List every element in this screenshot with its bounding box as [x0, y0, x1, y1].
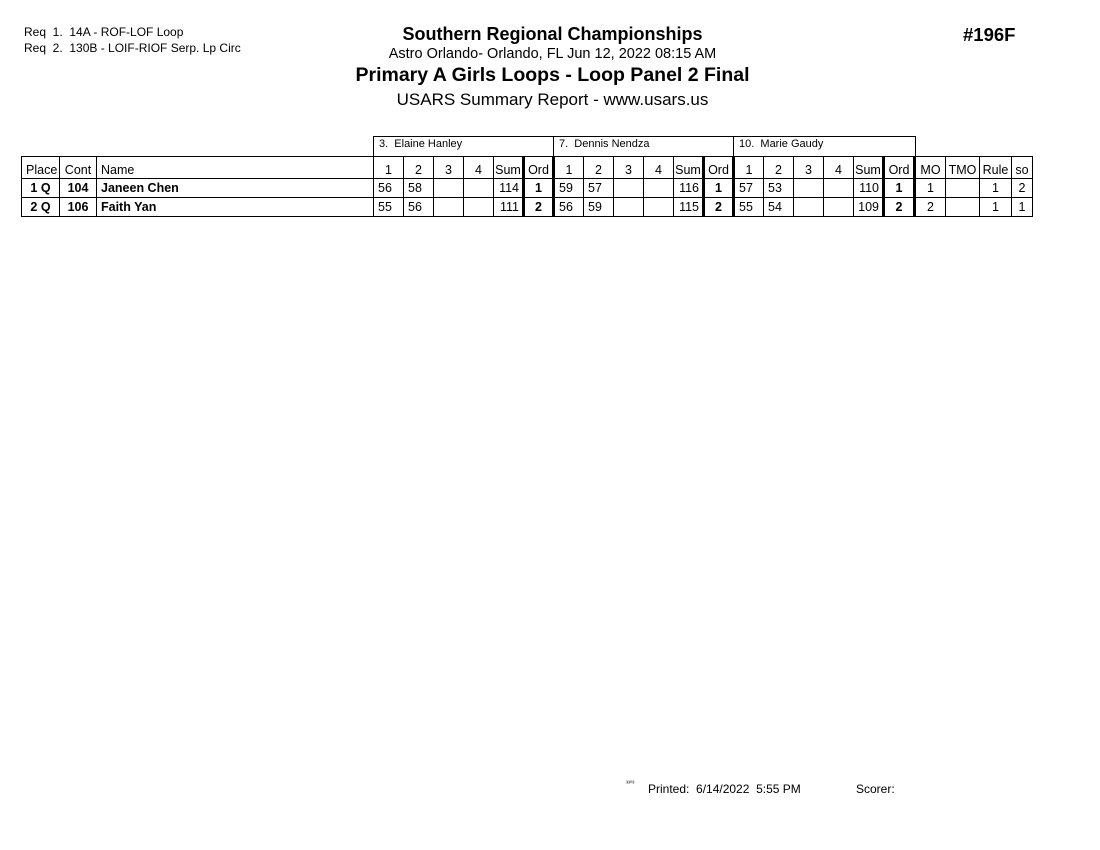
j2-score2-cell: 59 [584, 198, 614, 217]
col-so: so [1012, 157, 1033, 179]
j1-score3-cell [434, 179, 464, 198]
col-j1-score1: 1 [374, 157, 404, 179]
j2-ord-cell: 1 [704, 179, 734, 198]
col-name: Name [97, 157, 374, 179]
judge-header-3: 10. Marie Gaudy [733, 136, 916, 156]
j3-ord-cell: 1 [884, 179, 915, 198]
j2-score1-cell: 56 [554, 198, 584, 217]
skater-name-cell: Faith Yan [97, 198, 374, 217]
event-number: #196F [963, 24, 1016, 45]
col-place: Place [22, 157, 60, 179]
requirement-2: Req 2. 130B - LOIF-RIOF Serp. Lp Circ [24, 41, 241, 55]
judge-header-2: 7. Dennis Nendza [553, 136, 734, 156]
rule-cell: 1 [980, 198, 1012, 217]
col-j3-score4: 4 [824, 157, 854, 179]
col-j3-sum: Sum [854, 157, 884, 179]
so-cell: 2 [1012, 179, 1033, 198]
col-j3-score2: 2 [764, 157, 794, 179]
j2-score2-cell: 57 [584, 179, 614, 198]
j1-score3-cell [434, 198, 464, 217]
j1-score2-cell: 56 [404, 198, 434, 217]
judge-header-1: 3. Elaine Hanley [373, 136, 554, 156]
tmo-cell [946, 179, 980, 198]
mo-cell: 1 [915, 179, 946, 198]
competition-title: Southern Regional Championships [402, 24, 703, 44]
rule-cell: 1 [980, 179, 1012, 198]
j3-score3-cell [794, 198, 824, 217]
results-table [21, 156, 1033, 217]
j2-score4-cell [644, 198, 674, 217]
col-j3-ord: Ord [884, 157, 915, 179]
col-j2-score4: 4 [644, 157, 674, 179]
skater-name-cell: Janeen Chen [97, 179, 374, 198]
col-j3-score3: 3 [794, 157, 824, 179]
j2-score1-cell: 59 [554, 179, 584, 198]
j1-score2-cell: 58 [404, 179, 434, 198]
table-row [22, 179, 1033, 198]
cont-cell: 106 [60, 198, 97, 217]
j3-score1-cell: 57 [734, 179, 764, 198]
j3-score4-cell [824, 179, 854, 198]
col-tmo: TMO [946, 157, 980, 179]
col-j2-sum: Sum [674, 157, 704, 179]
table-header-row [22, 157, 1033, 179]
col-cont: Cont [60, 157, 97, 179]
so-cell: 1 [1012, 198, 1033, 217]
col-mo: MO [915, 157, 946, 179]
j2-score3-cell [614, 179, 644, 198]
col-j2-score3: 3 [614, 157, 644, 179]
j3-sum-cell: 110 [854, 179, 884, 198]
cont-cell: 104 [60, 179, 97, 198]
j2-sum-cell: 115 [674, 198, 704, 217]
j1-sum-cell: 114 [494, 179, 524, 198]
col-j1-score3: 3 [434, 157, 464, 179]
j2-score4-cell [644, 179, 674, 198]
place-cell: 1 Q [22, 179, 60, 198]
col-j1-sum: Sum [494, 157, 524, 179]
col-rule: Rule [980, 157, 1012, 179]
j1-score1-cell: 55 [374, 198, 404, 217]
event-title: Primary A Girls Loops - Loop Panel 2 Final [355, 64, 750, 86]
j3-score3-cell [794, 179, 824, 198]
mo-cell: 2 [915, 198, 946, 217]
j1-ord-cell: 2 [524, 198, 554, 217]
footer-mark: ³³⁰³ [626, 781, 635, 787]
report-title: USARS Summary Report - www.usars.us [396, 90, 709, 109]
j3-score2-cell: 54 [764, 198, 794, 217]
scorer-label: Scorer: [856, 782, 895, 796]
col-j2-score1: 1 [554, 157, 584, 179]
col-j2-score2: 2 [584, 157, 614, 179]
tmo-cell [946, 198, 980, 217]
j3-sum-cell: 109 [854, 198, 884, 217]
col-j1-score2: 2 [404, 157, 434, 179]
printed-timestamp: Printed: 6/14/2022 5:55 PM [648, 782, 801, 796]
col-j1-score4: 4 [464, 157, 494, 179]
col-j3-score1: 1 [734, 157, 764, 179]
venue-date-line: Astro Orlando- Orlando, FL Jun 12, 2022 08:15 AM [388, 46, 717, 62]
col-j2-ord: Ord [704, 157, 734, 179]
j1-sum-cell: 111 [494, 198, 524, 217]
j3-ord-cell: 2 [884, 198, 915, 217]
place-cell: 2 Q [22, 198, 60, 217]
j2-sum-cell: 116 [674, 179, 704, 198]
j3-score4-cell [824, 198, 854, 217]
j1-score4-cell [464, 198, 494, 217]
requirement-1: Req 1. 14A - ROF-LOF Loop [24, 25, 184, 39]
j3-score1-cell: 55 [734, 198, 764, 217]
col-j1-ord: Ord [524, 157, 554, 179]
j1-score1-cell: 56 [374, 179, 404, 198]
j1-score4-cell [464, 179, 494, 198]
j1-ord-cell: 1 [524, 179, 554, 198]
j3-score2-cell: 53 [764, 179, 794, 198]
j2-ord-cell: 2 [704, 198, 734, 217]
j2-score3-cell [614, 198, 644, 217]
table-row [22, 198, 1033, 217]
